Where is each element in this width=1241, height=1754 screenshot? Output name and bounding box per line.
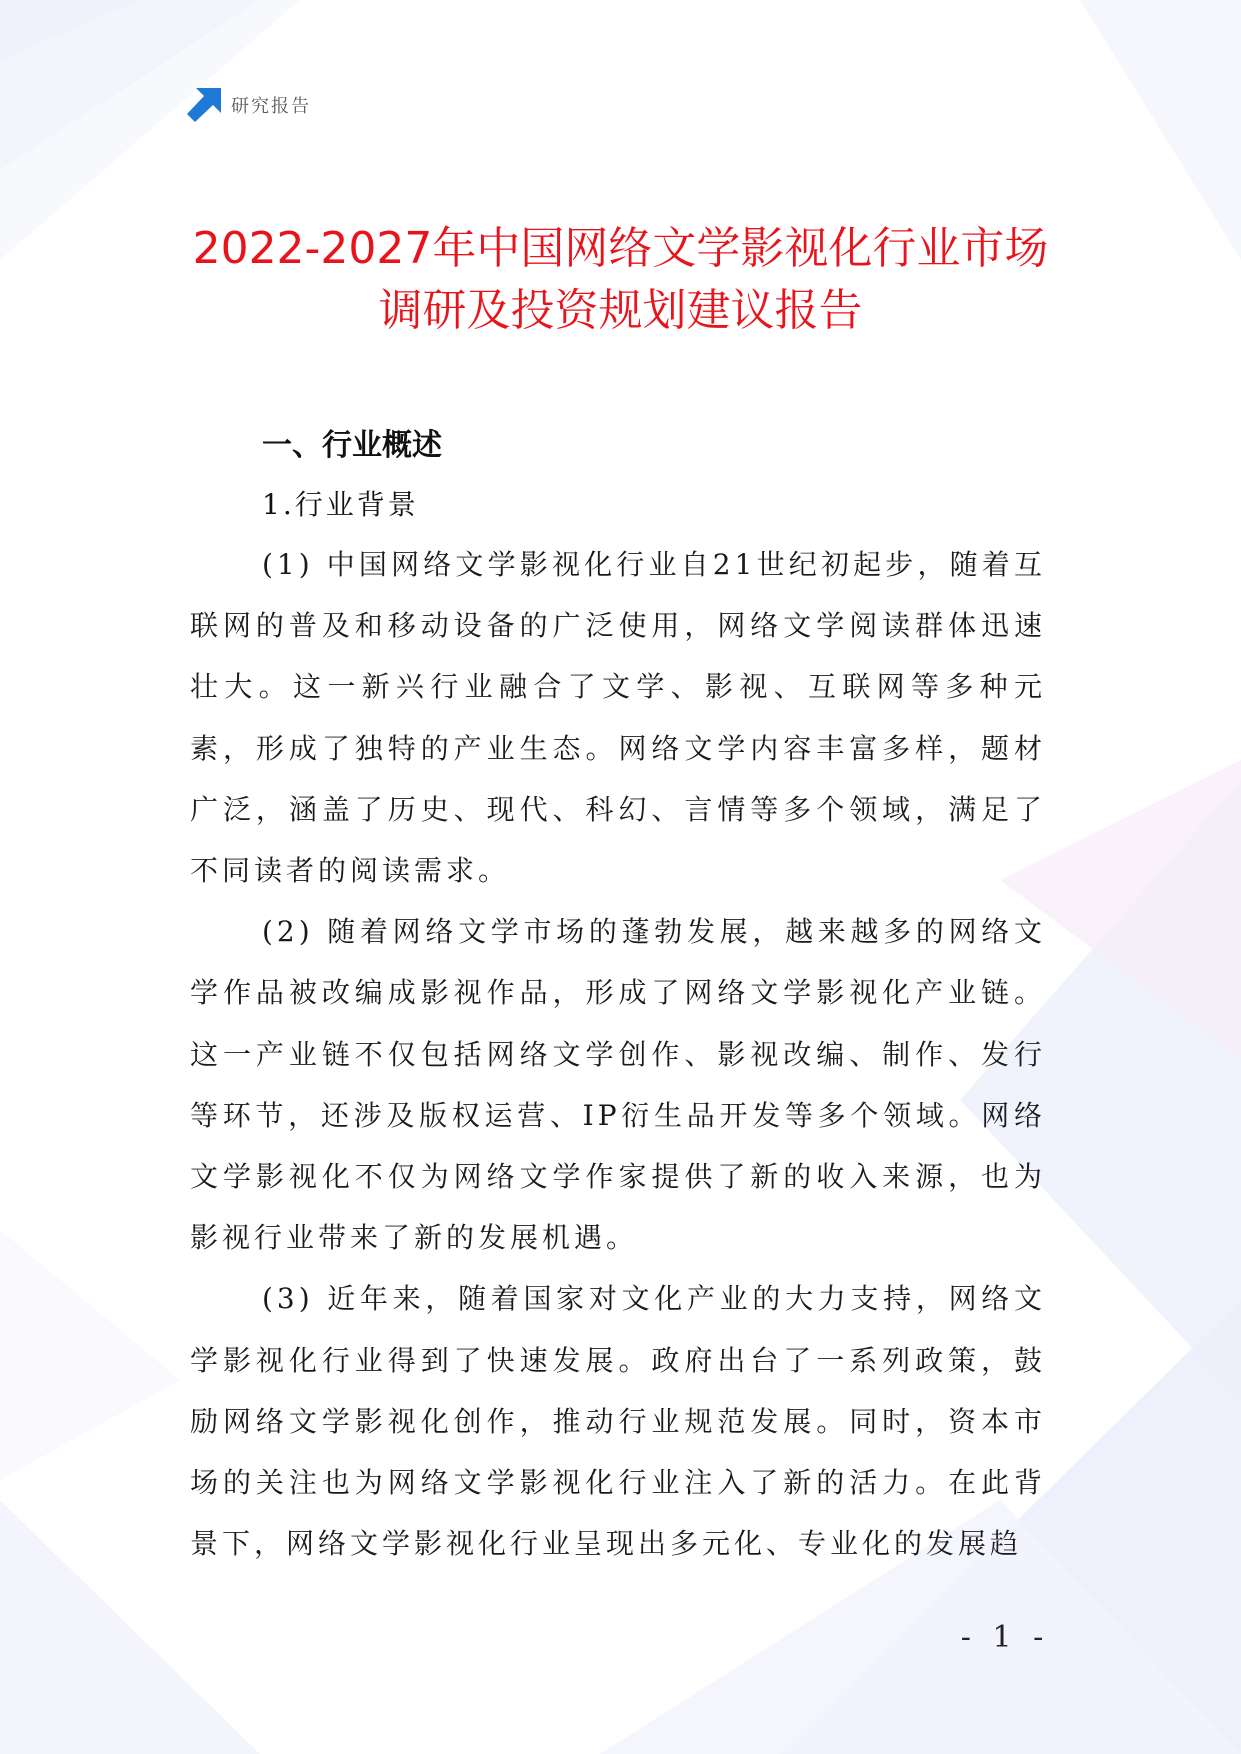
arrow-up-right-icon <box>187 88 221 122</box>
section-heading: 一、行业概述 <box>262 428 442 463</box>
brand-label: 研究报告 <box>231 96 311 117</box>
section-subheading: 1.行业背景 <box>262 488 419 521</box>
report-title <box>150 218 1091 342</box>
paragraph-3: (3) 近年来，随着国家对文化产业的大力支持，网络文学影视化行业得到了快速发展。政府出台了一系列政策，鼓励网络文学影视化创作，推动行业规范发展。同时，资本市场的关注也为网络文学影视化行业注入了新的活力。在此背景下，网络文学影视化行业呈现出多元化、专业化的发展趋 <box>190 1282 1046 1561</box>
title-line-1: 2022-2027年中国网络文学影视化行业市场 <box>192 223 1049 274</box>
header-brand <box>187 88 311 122</box>
body-text <box>190 534 1046 1574</box>
paragraph-1: (1) 中国网络文学影视化行业自21世纪初起步，随着互联网的普及和移动设备的广泛使用，网络文学阅读群体迅速壮大。这一新兴行业融合了文学、影视、互联网等多种元素，形成了独特的产业生态。网络文学内容丰富多样，题材广泛，涵盖了历史、现代、科幻、言情等多个领域，满足了不同读者的阅读需求。 <box>190 548 1046 888</box>
page-number: - 1 - <box>960 1620 1050 1655</box>
paragraph-2: (2) 随着网络文学市场的蓬勃发展，越来越多的网络文学作品被改编成影视作品，形成了网络文学影视化产业链。这一产业链不仅包括网络文学创作、影视改编、制作、发行等环节，还涉及版权运营、IP衍生品开发等多个领域。网络文学影视化不仅为网络文学作家提供了新的收入来源，也为影视行业带来了新的发展机遇。 <box>190 915 1046 1255</box>
title-line-2: 调研及投资规划建议报告 <box>378 285 863 336</box>
